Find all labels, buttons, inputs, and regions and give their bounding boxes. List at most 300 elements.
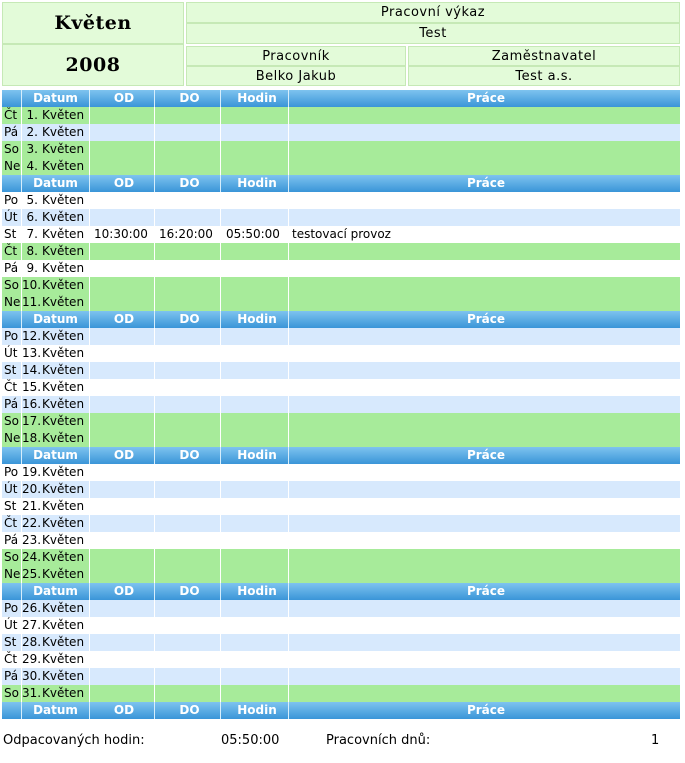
table-header-row xyxy=(2,702,680,719)
from-time-cell xyxy=(90,532,155,549)
table-header-row xyxy=(2,175,680,192)
header-to: DO xyxy=(155,702,221,719)
weekday-cell: Út xyxy=(2,345,22,362)
work-cell xyxy=(289,549,680,566)
hours-cell xyxy=(221,430,289,447)
month-cell: Květen xyxy=(42,260,90,277)
to-time-cell xyxy=(155,498,221,515)
hours-cell xyxy=(221,158,289,175)
day-number-cell: 28. xyxy=(22,635,42,649)
header-blank-cell xyxy=(2,447,22,464)
day-number-cell: 2. xyxy=(26,125,38,139)
to-time-cell xyxy=(155,413,221,430)
hours-cell xyxy=(221,481,289,498)
table-row xyxy=(2,532,680,549)
table-row xyxy=(2,328,680,345)
hours-cell xyxy=(221,668,289,685)
weekday-cell: So xyxy=(2,685,22,702)
weekday-cell: So xyxy=(2,413,22,430)
day-number-cell: 12. xyxy=(22,329,42,343)
weekday-cell: Čt xyxy=(2,651,22,668)
day-number-cell: 16. xyxy=(22,397,42,411)
month-cell: Květen xyxy=(42,515,90,532)
table-row xyxy=(2,192,680,209)
table-row xyxy=(2,515,680,532)
table-row xyxy=(2,464,680,481)
table-row xyxy=(2,158,680,175)
month-cell: Květen xyxy=(42,498,90,515)
from-time-cell xyxy=(90,600,155,617)
to-time-cell xyxy=(155,685,221,702)
from-time-cell xyxy=(90,345,155,362)
header-work: Práce xyxy=(466,312,506,326)
work-cell: testovací provoz xyxy=(292,227,391,241)
hours-total-value: 05:50:00 xyxy=(221,733,280,748)
work-cell xyxy=(289,532,680,549)
work-cell xyxy=(289,515,680,532)
to-time-cell xyxy=(155,532,221,549)
table-row xyxy=(2,260,680,277)
work-cell xyxy=(289,464,680,481)
work-cell xyxy=(289,668,680,685)
work-cell xyxy=(289,260,680,277)
from-time-cell xyxy=(90,685,155,702)
from-time-cell xyxy=(90,566,155,583)
from-time-cell xyxy=(90,413,155,430)
month-cell xyxy=(2,2,184,44)
month-cell: Květen xyxy=(42,549,90,566)
header-to: DO xyxy=(155,311,221,328)
weekday-cell: Po xyxy=(2,600,22,617)
from-time-cell xyxy=(90,294,155,311)
table-row xyxy=(2,413,680,430)
header-blank-cell xyxy=(2,583,22,600)
from-time-cell xyxy=(90,481,155,498)
month-cell: Květen xyxy=(42,430,90,447)
hours-cell xyxy=(221,260,289,277)
day-number-cell: 21. xyxy=(22,499,42,513)
from-time-cell xyxy=(90,634,155,651)
weekday-cell: Po xyxy=(2,328,22,345)
weekday-cell: Út xyxy=(2,481,22,498)
month-cell: Květen xyxy=(42,124,90,141)
header-blank-cell xyxy=(2,311,22,328)
header-hours: Hodin xyxy=(221,583,289,600)
hours-cell xyxy=(221,243,289,260)
work-cell xyxy=(289,634,680,651)
weekday-cell: Ne xyxy=(4,567,21,581)
workdays-label: Pracovních dnů: xyxy=(326,733,431,748)
from-time-cell xyxy=(90,396,155,413)
weekday-cell: Pá xyxy=(2,396,22,413)
weekday-cell: Pá xyxy=(2,668,22,685)
from-time-cell xyxy=(90,617,155,634)
hours-cell xyxy=(221,413,289,430)
day-number-cell: 31. xyxy=(22,686,42,700)
to-time-cell xyxy=(155,192,221,209)
table-row xyxy=(2,141,680,158)
month-cell: Květen xyxy=(42,600,90,617)
month-cell: Květen xyxy=(42,362,90,379)
table-row xyxy=(2,294,680,311)
day-number-cell: 30. xyxy=(22,669,42,683)
work-cell xyxy=(289,566,680,583)
hours-total-label: Odpacovaných hodin: xyxy=(3,733,145,748)
from-time-cell xyxy=(90,243,155,260)
month-cell: Květen xyxy=(42,345,90,362)
to-time-cell xyxy=(155,651,221,668)
to-time-cell xyxy=(155,464,221,481)
table-row xyxy=(2,107,680,124)
weekday-cell: Čt xyxy=(2,243,22,260)
table-row xyxy=(2,345,680,362)
year-label: 2008 xyxy=(65,54,121,76)
day-number-cell: 20. xyxy=(22,482,42,496)
day-number-cell: 13. xyxy=(22,346,42,360)
weekday-cell: Čt xyxy=(2,107,22,124)
header-to: DO xyxy=(155,90,221,107)
to-time-cell xyxy=(155,515,221,532)
month-cell: Květen xyxy=(42,209,90,226)
workdays-value: 1 xyxy=(651,733,660,748)
work-cell xyxy=(289,294,680,311)
header-date: Datum xyxy=(22,311,90,328)
from-time-cell xyxy=(90,158,155,175)
day-number-cell: 15. xyxy=(22,380,42,394)
weekday-cell: Čt xyxy=(2,379,22,396)
to-time-cell xyxy=(155,345,221,362)
worker-label-cell xyxy=(186,46,406,66)
header-hours: Hodin xyxy=(221,702,289,719)
hours-cell xyxy=(221,600,289,617)
header-blank-cell xyxy=(2,175,22,192)
from-time-cell xyxy=(90,124,155,141)
hours-cell: 05:50:00 xyxy=(221,226,289,243)
from-time-cell xyxy=(90,141,155,158)
day-number-cell: 10. xyxy=(22,278,42,292)
hours-cell xyxy=(221,345,289,362)
weekday-cell: Ne xyxy=(4,431,21,445)
to-time-cell xyxy=(155,430,221,447)
weekday-cell: St xyxy=(2,498,22,515)
day-number-cell: 29. xyxy=(22,652,42,666)
to-time-cell xyxy=(155,294,221,311)
month-cell: Květen xyxy=(42,668,90,685)
month-cell: Květen xyxy=(42,379,90,396)
month-cell: Květen xyxy=(42,617,90,634)
header-from: OD xyxy=(90,447,155,464)
from-time-cell xyxy=(90,464,155,481)
weekday-cell: Ne xyxy=(4,295,21,309)
day-number-cell: 7. xyxy=(26,227,38,241)
weekday-cell: Pá xyxy=(2,260,22,277)
month-cell: Květen xyxy=(42,464,90,481)
header-date: Datum xyxy=(22,583,90,600)
header-from: OD xyxy=(90,702,155,719)
day-number-cell: 3. xyxy=(26,142,38,156)
day-number-cell: 11. xyxy=(22,295,42,309)
to-time-cell xyxy=(155,124,221,141)
header-blank-cell xyxy=(2,90,22,107)
table-row xyxy=(2,617,680,634)
header-to: DO xyxy=(155,175,221,192)
month-cell: Květen xyxy=(42,651,90,668)
day-number-cell: 19. xyxy=(22,465,42,479)
header-work: Práce xyxy=(466,703,506,717)
to-time-cell xyxy=(155,158,221,175)
day-number-cell: 6. xyxy=(26,210,38,224)
from-time-cell xyxy=(90,192,155,209)
work-cell xyxy=(289,413,680,430)
table-row xyxy=(2,600,680,617)
weekday-cell: So xyxy=(2,549,22,566)
day-number-cell: 1. xyxy=(26,108,38,122)
work-cell xyxy=(289,209,680,226)
hours-cell xyxy=(221,651,289,668)
work-cell xyxy=(289,328,680,345)
month-cell: Květen xyxy=(42,107,90,124)
weekday-cell: Po xyxy=(2,464,22,481)
report-title: Pracovní výkaz xyxy=(380,5,486,20)
work-cell xyxy=(289,651,680,668)
header-date: Datum xyxy=(22,175,90,192)
header-date: Datum xyxy=(22,702,90,719)
to-time-cell xyxy=(155,549,221,566)
day-number-cell: 5. xyxy=(26,193,38,207)
day-number-cell: 8. xyxy=(26,244,38,258)
header-work: Práce xyxy=(466,448,506,462)
from-time-cell xyxy=(90,498,155,515)
day-number-cell: 22. xyxy=(22,516,42,530)
month-cell: Květen xyxy=(42,243,90,260)
hours-cell xyxy=(221,107,289,124)
header-from: OD xyxy=(90,175,155,192)
report-title-cell xyxy=(186,2,680,23)
day-number-cell: 23. xyxy=(22,533,42,547)
header-date: Datum xyxy=(22,447,90,464)
table-row xyxy=(2,481,680,498)
hours-cell xyxy=(221,498,289,515)
summary-bar xyxy=(3,733,683,749)
report-subtitle-cell xyxy=(186,23,680,44)
hours-cell xyxy=(221,124,289,141)
work-cell xyxy=(289,362,680,379)
table-row xyxy=(2,685,680,702)
from-time-cell xyxy=(90,379,155,396)
to-time-cell xyxy=(155,481,221,498)
to-time-cell xyxy=(155,107,221,124)
from-time-cell xyxy=(90,651,155,668)
day-number-cell: 9. xyxy=(26,261,38,275)
weekday-cell: Út xyxy=(2,209,22,226)
month-cell: Květen xyxy=(42,532,90,549)
table-row xyxy=(2,277,680,294)
month-cell: Květen xyxy=(42,226,90,243)
month-cell: Květen xyxy=(42,413,90,430)
work-cell xyxy=(289,481,680,498)
to-time-cell xyxy=(155,141,221,158)
month-cell: Květen xyxy=(42,685,90,702)
table-row xyxy=(2,549,680,566)
weekday-cell: Ne xyxy=(4,159,21,173)
header-to: DO xyxy=(155,447,221,464)
work-cell xyxy=(289,396,680,413)
from-time-cell xyxy=(90,362,155,379)
work-cell xyxy=(289,141,680,158)
hours-cell xyxy=(221,328,289,345)
table-row xyxy=(2,379,680,396)
hours-cell xyxy=(221,515,289,532)
hours-cell xyxy=(221,396,289,413)
table-row xyxy=(2,396,680,413)
work-cell xyxy=(289,617,680,634)
table-row xyxy=(2,226,680,243)
day-number-cell: 14. xyxy=(22,363,42,377)
month-cell: Květen xyxy=(42,192,90,209)
from-time-cell xyxy=(90,277,155,294)
month-cell: Květen xyxy=(42,566,90,583)
day-number-cell: 25. xyxy=(22,567,42,581)
work-cell xyxy=(289,379,680,396)
header-blank-cell xyxy=(2,702,22,719)
work-cell xyxy=(289,158,680,175)
day-number-cell: 4. xyxy=(26,159,38,173)
to-time-cell xyxy=(155,379,221,396)
from-time-cell xyxy=(90,107,155,124)
month-cell: Květen xyxy=(42,634,90,651)
to-time-cell xyxy=(155,209,221,226)
weekday-cell: Pá xyxy=(2,532,22,549)
report-header xyxy=(2,2,680,86)
day-number-cell: 27. xyxy=(22,618,42,632)
to-time-cell xyxy=(155,328,221,345)
to-time-cell xyxy=(155,277,221,294)
table-row xyxy=(2,634,680,651)
hours-cell xyxy=(221,566,289,583)
to-time-cell xyxy=(155,260,221,277)
work-cell xyxy=(289,107,680,124)
weekday-cell: Po xyxy=(2,192,22,209)
table-header-row xyxy=(2,311,680,328)
work-cell xyxy=(289,685,680,702)
hours-cell xyxy=(221,685,289,702)
weekday-cell: So xyxy=(2,277,22,294)
hours-cell xyxy=(221,464,289,481)
to-time-cell xyxy=(155,617,221,634)
hours-cell xyxy=(221,617,289,634)
weekday-cell: St xyxy=(2,362,22,379)
header-from: OD xyxy=(90,583,155,600)
weekday-cell: Út xyxy=(2,617,22,634)
day-number-cell: 17. xyxy=(22,414,42,428)
table-row xyxy=(2,362,680,379)
work-cell xyxy=(289,600,680,617)
from-time-cell xyxy=(90,515,155,532)
header-work: Práce xyxy=(466,176,506,190)
work-cell xyxy=(289,345,680,362)
header-from: OD xyxy=(90,90,155,107)
header-to: DO xyxy=(155,583,221,600)
work-cell xyxy=(289,192,680,209)
hours-cell xyxy=(221,141,289,158)
to-time-cell xyxy=(155,600,221,617)
to-time-cell xyxy=(155,362,221,379)
month-cell: Květen xyxy=(42,328,90,345)
weekday-cell: Pá xyxy=(2,124,22,141)
table-row xyxy=(2,498,680,515)
header-hours: Hodin xyxy=(221,311,289,328)
table-row xyxy=(2,209,680,226)
header-date: Datum xyxy=(22,90,90,107)
month-label: Květen xyxy=(54,12,132,34)
year-cell xyxy=(2,44,184,86)
from-time-cell xyxy=(90,549,155,566)
table-row xyxy=(2,566,680,583)
worker-label: Pracovník xyxy=(262,48,330,64)
hours-cell xyxy=(221,379,289,396)
day-number-cell: 18. xyxy=(22,431,42,445)
month-cell: Květen xyxy=(42,294,90,311)
month-cell: Květen xyxy=(42,481,90,498)
worker-value-cell xyxy=(186,66,406,86)
work-cell xyxy=(289,430,680,447)
weekday-cell: So xyxy=(2,141,22,158)
header-from: OD xyxy=(90,311,155,328)
table-row xyxy=(2,124,680,141)
to-time-cell xyxy=(155,566,221,583)
month-cell: Květen xyxy=(42,141,90,158)
to-time-cell: 16:20:00 xyxy=(155,226,221,243)
header-hours: Hodin xyxy=(221,90,289,107)
hours-cell xyxy=(221,192,289,209)
hours-cell xyxy=(221,362,289,379)
day-number-cell: 24. xyxy=(22,550,42,564)
table-row xyxy=(2,430,680,447)
work-cell xyxy=(289,124,680,141)
month-cell: Květen xyxy=(42,396,90,413)
work-cell xyxy=(289,498,680,515)
month-cell: Květen xyxy=(42,158,90,175)
employer-value: Test a.s. xyxy=(515,68,573,84)
hours-cell xyxy=(221,294,289,311)
to-time-cell xyxy=(155,634,221,651)
hours-cell xyxy=(221,209,289,226)
weekday-cell: Čt xyxy=(2,515,22,532)
weekday-cell: St xyxy=(2,634,22,651)
from-time-cell xyxy=(90,209,155,226)
worker-value: Belko Jakub xyxy=(255,68,337,84)
header-hours: Hodin xyxy=(221,175,289,192)
to-time-cell xyxy=(155,668,221,685)
to-time-cell xyxy=(155,396,221,413)
table-header-row xyxy=(2,447,680,464)
to-time-cell xyxy=(155,243,221,260)
report-subtitle: Test xyxy=(419,26,447,41)
from-time-cell xyxy=(90,260,155,277)
from-time-cell xyxy=(90,328,155,345)
timesheet-table xyxy=(2,90,680,719)
hours-cell xyxy=(221,634,289,651)
header-hours: Hodin xyxy=(221,447,289,464)
employer-label-cell xyxy=(408,46,680,66)
hours-cell xyxy=(221,277,289,294)
from-time-cell: 10:30:00 xyxy=(90,226,155,243)
table-header-row xyxy=(2,90,680,107)
day-number-cell: 26. xyxy=(22,601,42,615)
table-row xyxy=(2,243,680,260)
hours-cell xyxy=(221,549,289,566)
work-cell xyxy=(289,243,680,260)
